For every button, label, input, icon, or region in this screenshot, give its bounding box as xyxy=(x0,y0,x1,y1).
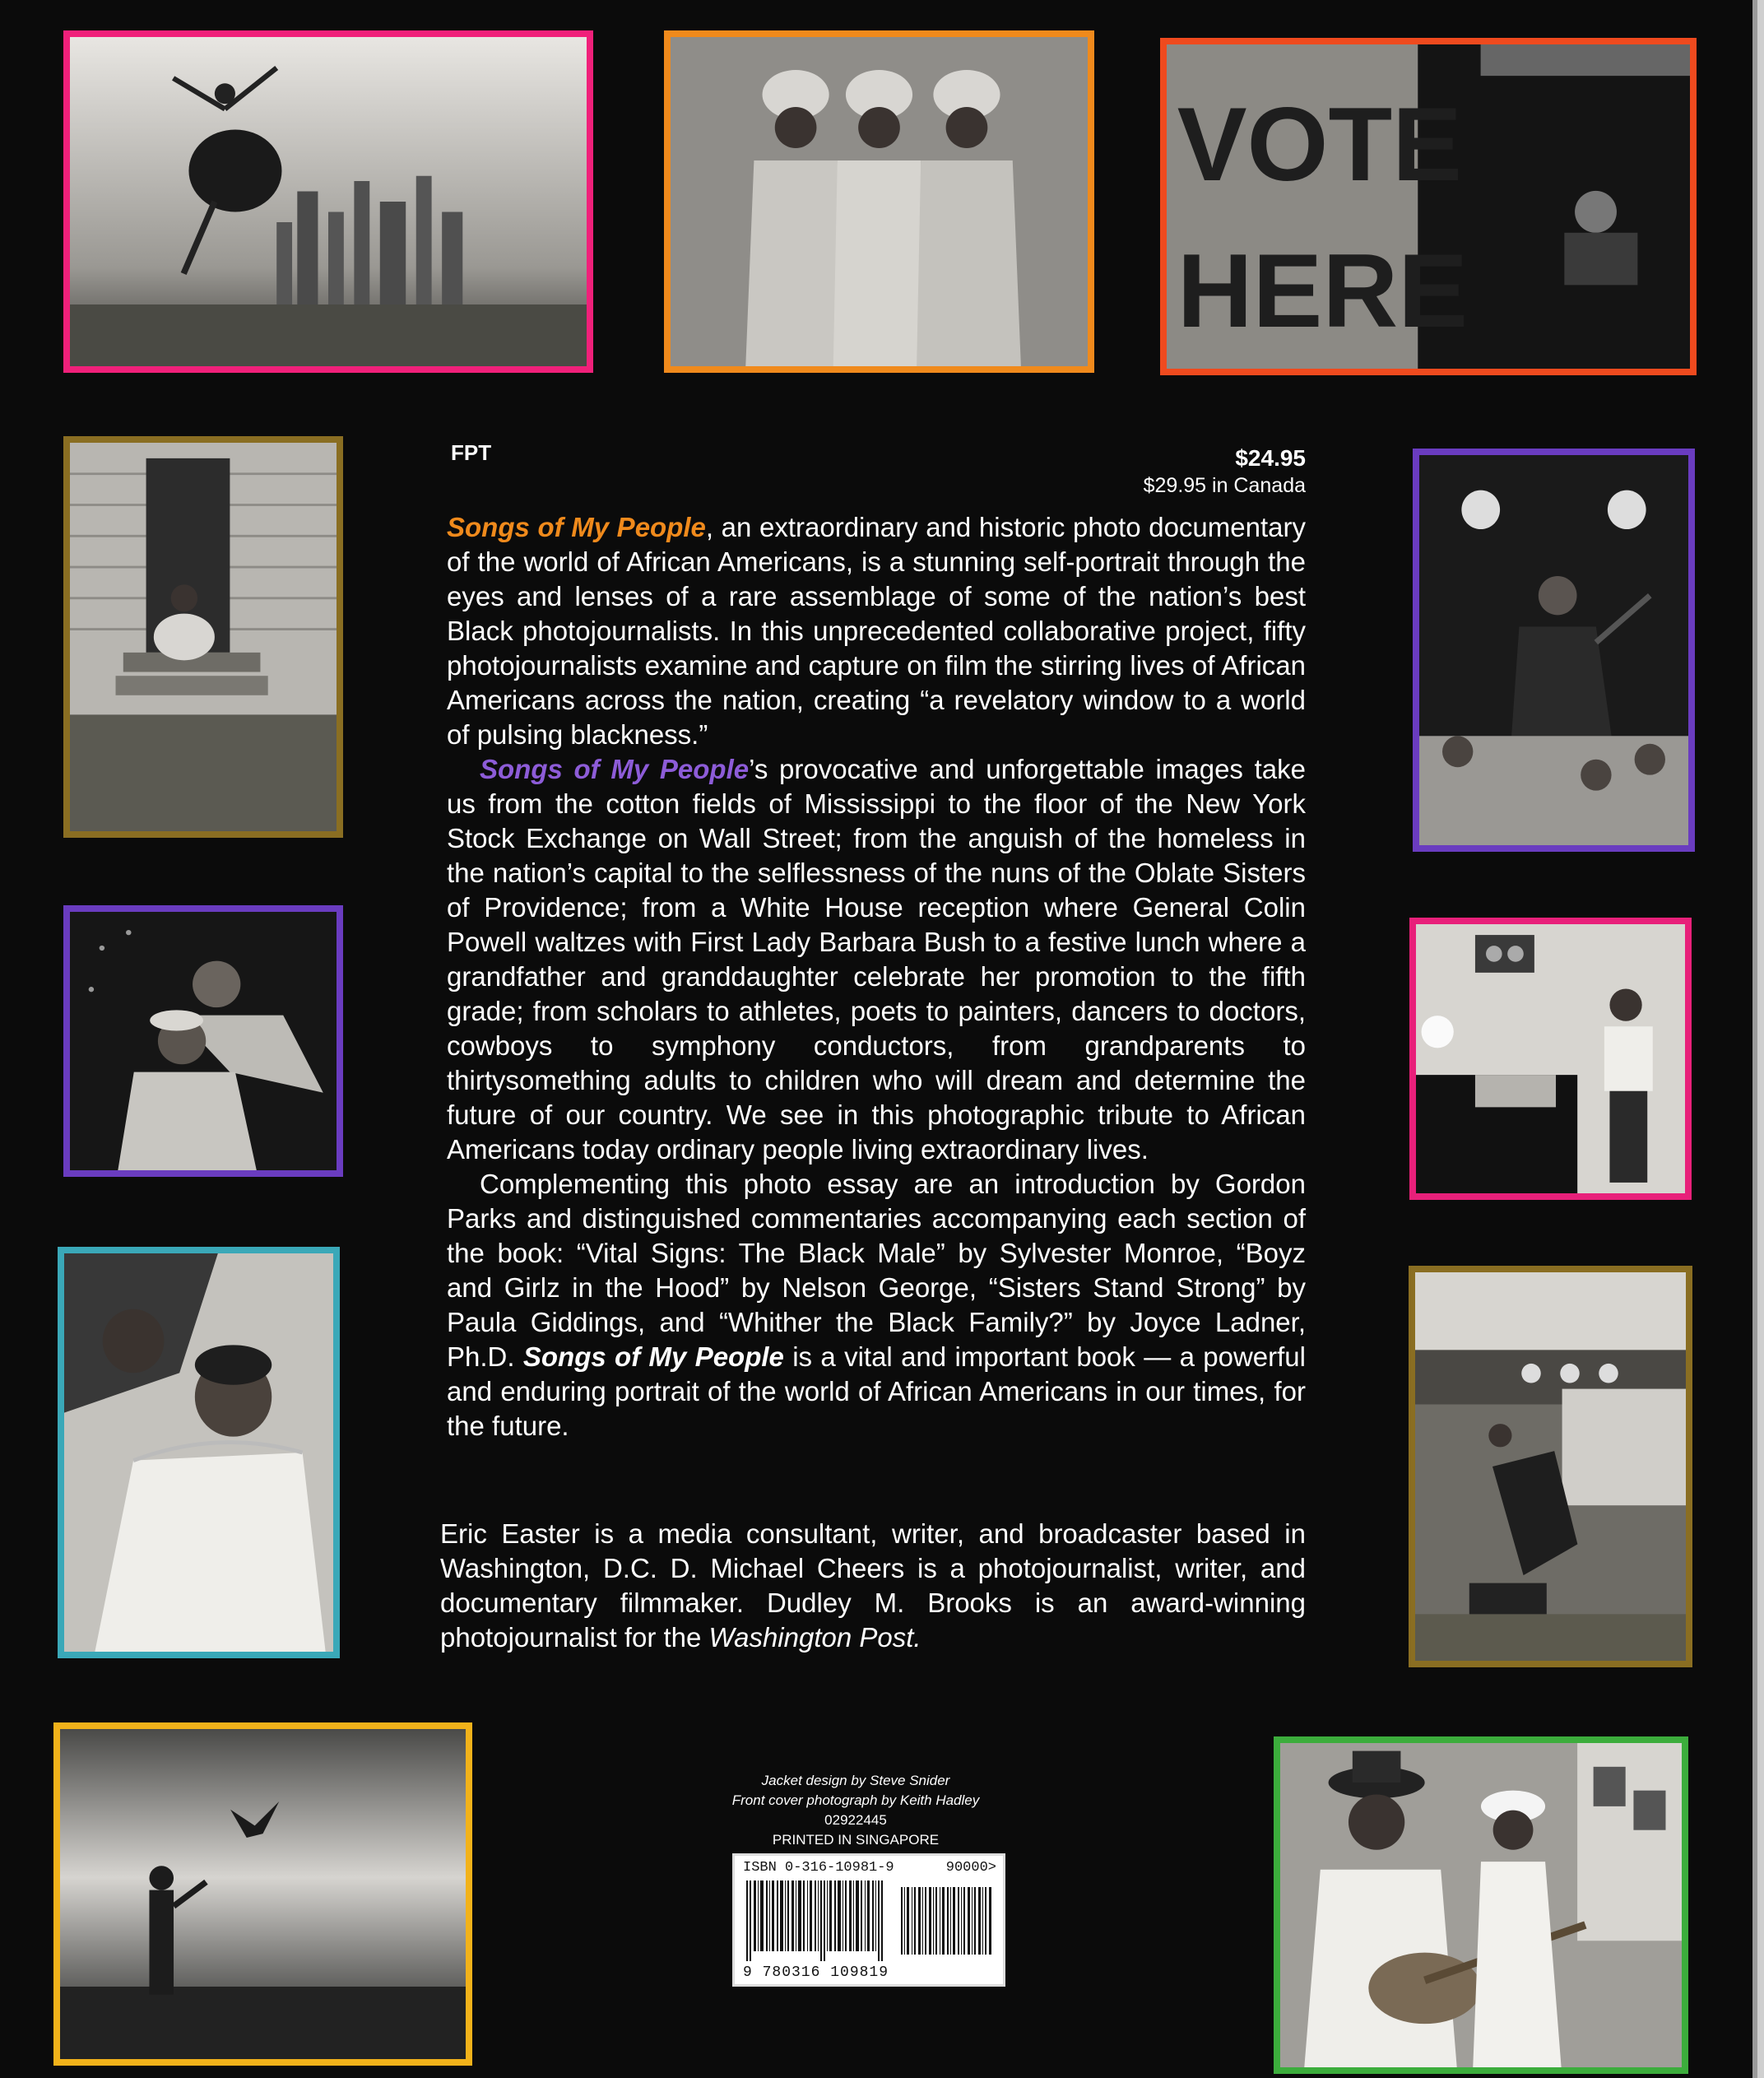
p2-possessive: ’s xyxy=(749,754,768,784)
credits-block xyxy=(716,1771,996,1850)
photo-conductor xyxy=(1413,449,1695,852)
p2-text: provocative and unforgettable images take us from the cotton fields of Mississippi to the floor of the New York Stock Exchange on Wall Street; from the anguish of the homeless in the nation’s capital to the selflessness of the nuns of the Oblate Sisters of Providence; from a White House reception where General Colin Powell waltzes with First Lady Barbara Bush to a festive lunch where a grandfather and granddaughter celebrate her promotion to the fifth grade; from scholars to athletes, poets to painters, dancers to doctors, cowboys to symphony conductors, from grandparents to thirtysomething adults to children who will dream and determine the future of our country. We see in this photographic tribute to African Americans today ordinary people living extraordinary lives. xyxy=(447,754,1306,1165)
p3-text-b: is a vital and important book — a powerful and enduring portrait of the world of African Americans in our times, for the future. xyxy=(447,1341,1306,1441)
photo-boy-haircut xyxy=(58,1247,340,1658)
svg-text:VOTE: VOTE xyxy=(1177,86,1462,203)
catalog-code: 02922445 xyxy=(824,1812,887,1828)
price-addon: 90000> xyxy=(945,1860,996,1876)
barcode-bars-icon xyxy=(745,1880,996,1961)
p3-text-a: Complementing this photo essay are an introduction by Gordon Parks and distinguished commentaries accompanying each section of the book: “Vital Signs: The Black Male” by Sylvester Monroe, “Boyz and Girlz in the Hood” by Nelson George, “Sisters Stand Strong” by Paula Giddings, and “Whither the Black Family?” by Joyce Ladner, Ph.D. xyxy=(447,1169,1306,1372)
p1-text: , an extraordinary and historic photo documentary of the world of African Americans, is a stunning self-portrait through the eyes and lenses of a rare assemblage of some of the nation’s best Black photojournalists. In this unprecedented collaborative project, fifty photojournalists examine and capture on film the stirring lives of African Americans across the nation, creating “a revelatory window to a world of pulsing blackness.” xyxy=(447,512,1306,750)
authors-text: Eric Easter is a media consultant, writer, and broadcaster based in Washington, D.C. D. Michael Cheers is a photojournalist, writer, and documentary filmmaker. Dudley M. Brooks is an award-winning photojournalist for the xyxy=(440,1518,1306,1653)
jacket-credit: Jacket design by Steve Snider xyxy=(761,1773,950,1788)
book-title-purple: Songs of My People xyxy=(480,754,750,784)
author-bios xyxy=(440,1517,1306,1655)
photo-couple-at-night xyxy=(63,905,343,1177)
book-description xyxy=(447,510,1306,1443)
description-paragraph-3 xyxy=(447,1167,1306,1443)
book-title-orange: Songs of My People xyxy=(447,512,706,542)
photo-drummer xyxy=(1409,918,1692,1200)
price-canada: $29.95 in Canada xyxy=(1143,474,1306,497)
photo-three-nurses xyxy=(664,30,1094,373)
printed-in: PRINTED IN SINGAPORE xyxy=(772,1832,940,1848)
price-block xyxy=(1144,444,1306,499)
photo-rodeo xyxy=(1409,1266,1692,1667)
description-paragraph-1 xyxy=(447,510,1306,752)
fpt-code: FPT xyxy=(451,440,492,465)
photo-man-with-bird xyxy=(53,1722,472,2066)
book-title-white: Songs of My People xyxy=(522,1341,784,1372)
photo-vote-here xyxy=(1160,38,1697,375)
ean-number: 9 780316 109819 xyxy=(743,1964,889,1981)
description-paragraph-2 xyxy=(447,752,1306,1167)
isbn-barcode xyxy=(732,1853,1005,1987)
publication-name: Washington Post. xyxy=(708,1622,921,1653)
photo-ballet-dancer xyxy=(63,30,593,373)
isbn-number: ISBN 0-316-10981-9 xyxy=(743,1860,894,1876)
price-us: $24.95 xyxy=(1235,445,1306,471)
svg-text:HERE: HERE xyxy=(1177,232,1469,350)
photo-woman-on-porch xyxy=(63,436,343,838)
front-photo-credit: Front cover photograph by Keith Hadley xyxy=(731,1792,980,1808)
photo-guitar-player xyxy=(1274,1736,1688,2074)
